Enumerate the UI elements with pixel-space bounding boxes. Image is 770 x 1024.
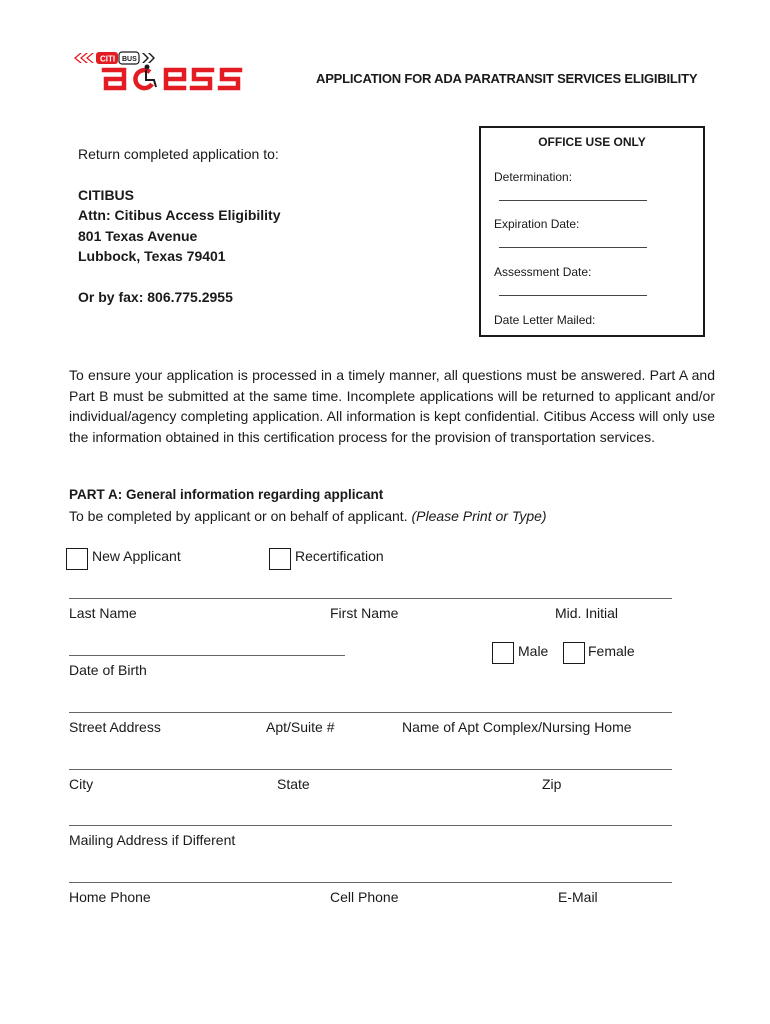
male-checkbox[interactable] [492, 642, 514, 664]
apt-suite-label: Apt/Suite # [266, 719, 335, 735]
date-of-birth-line[interactable] [69, 655, 345, 656]
determination-line[interactable] [499, 200, 647, 201]
state-label: State [277, 776, 310, 792]
document-title: APPLICATION FOR ADA PARATRANSIT SERVICES ELIGIBILITY [316, 71, 698, 86]
new-applicant-label: New Applicant [92, 548, 181, 564]
name-line[interactable] [69, 598, 672, 599]
home-phone-label: Home Phone [69, 889, 151, 905]
intro-paragraph: To ensure your application is processed in a timely manner, all questions must be answered. Part A and Part B must be submitted at the same time. Incomplete applications will be returned to applicant and/or individual/agency completing application. All information is kept confidential. Citibus Access will only use the information obtained in this certification process for the provision of transportation services. [69, 367, 715, 445]
determination-label: Determination: [494, 170, 573, 184]
recertification-checkbox[interactable] [269, 548, 291, 570]
assessment-date-line[interactable] [499, 295, 647, 296]
return-attn: Attn: Citibus Access Eligibility [78, 207, 281, 223]
apt-complex-label: Name of Apt Complex/Nursing Home [402, 719, 632, 735]
return-city: Lubbock, Texas 79401 [78, 248, 226, 264]
street-address-label: Street Address [69, 719, 161, 735]
svg-text:CITI: CITI [100, 54, 116, 64]
part-a-title: PART A: General information regarding applicant [69, 487, 384, 502]
part-a-subtitle [69, 508, 547, 524]
street-address-line[interactable] [69, 712, 672, 713]
email-label: E-Mail [558, 889, 598, 905]
return-org: CITIBUS [78, 187, 134, 203]
office-use-box [479, 126, 705, 337]
city-line[interactable] [69, 769, 672, 770]
male-label: Male [518, 643, 549, 659]
citibus-access-logo [72, 50, 247, 92]
female-label: Female [588, 643, 635, 659]
return-label: Return completed application to: [78, 146, 279, 162]
return-street: 801 Texas Avenue [78, 228, 198, 244]
last-name-label: Last Name [69, 605, 137, 621]
first-name-label: First Name [330, 605, 399, 621]
return-fax: Or by fax: 806.775.2955 [78, 289, 233, 305]
assessment-date-label: Assessment Date: [494, 265, 592, 279]
zip-label: Zip [542, 776, 562, 792]
date-of-birth-label: Date of Birth [69, 662, 147, 678]
part-a-subtitle-text: To be completed by applicant or on behalf of applicant. [69, 508, 408, 524]
mailing-address-line[interactable] [69, 825, 672, 826]
mailing-address-label: Mailing Address if Different [69, 832, 236, 848]
part-a-subtitle-italic: (Please Print or Type) [411, 508, 547, 524]
mid-initial-label: Mid. Initial [555, 605, 619, 621]
expiration-date-label: Expiration Date: [494, 217, 580, 231]
female-checkbox[interactable] [563, 642, 585, 664]
phone-line[interactable] [69, 882, 672, 883]
office-use-title: OFFICE USE ONLY [538, 135, 646, 149]
expiration-date-line[interactable] [499, 247, 647, 248]
svg-text:BUS: BUS [122, 56, 137, 63]
city-label: City [69, 776, 94, 792]
date-letter-mailed-label: Date Letter Mailed: [494, 313, 596, 327]
recertification-label: Recertification [295, 548, 384, 564]
logo-graphic [72, 50, 247, 92]
cell-phone-label: Cell Phone [330, 889, 399, 905]
new-applicant-checkbox[interactable] [66, 548, 88, 570]
